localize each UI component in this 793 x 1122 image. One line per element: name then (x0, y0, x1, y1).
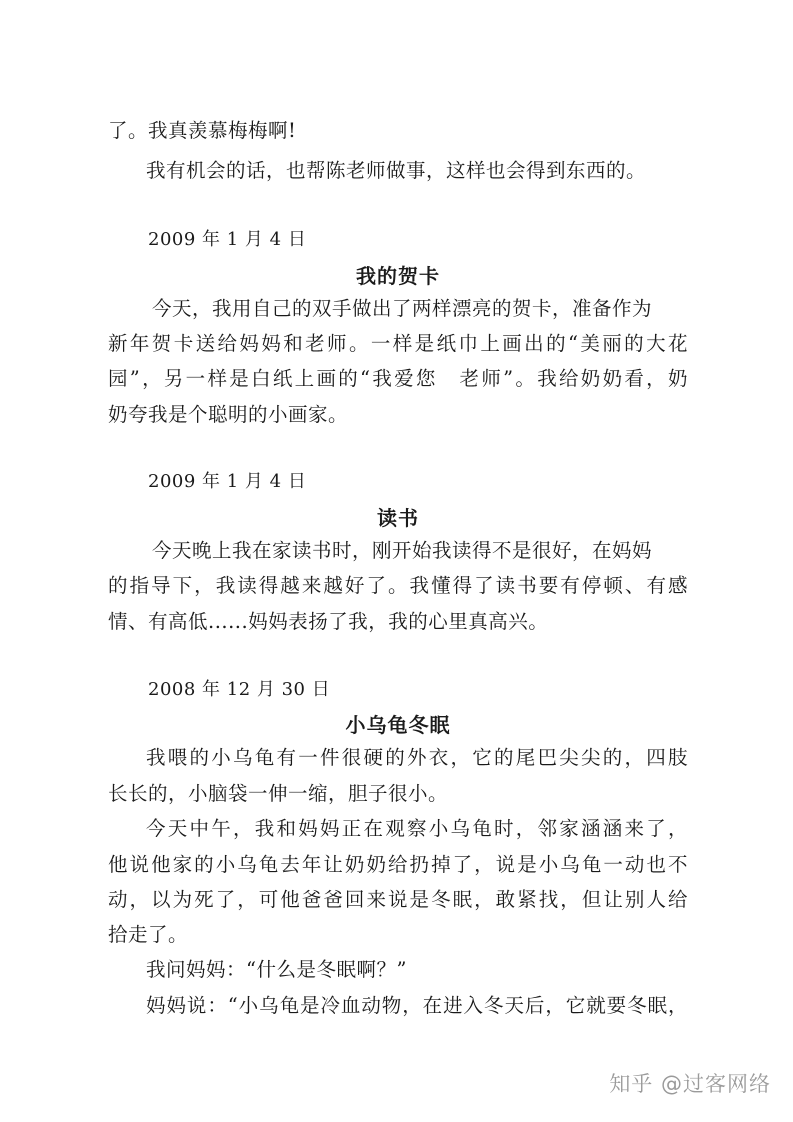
paragraph-line: 今天中午，我和妈妈正在观察小乌龟时，邻家涵涵来了， (146, 817, 688, 840)
paragraph-line: 了。我真羡慕梅梅啊! (108, 119, 297, 142)
paragraph-line: 今天晚上我在家读书时，刚开始我读得不是很好，在妈妈 (152, 539, 653, 562)
paragraph-line: 今天，我用自己的双手做出了两样漂亮的贺卡，准备作为 (152, 297, 653, 320)
paragraph-line: 动，以为死了，可他爸爸回来说是冬眠，敢紧找，但让别人给 (108, 888, 688, 911)
paragraph-line: 的指导下，我读得越来越好了。我懂得了读书要有停顿、有感 (108, 574, 688, 597)
paragraph-line: 我问妈妈：“什么是冬眠啊？” (146, 958, 407, 981)
paragraph-line: 新年贺卡送给妈妈和老师。一样是纸巾上画出的“美丽的大花 (108, 332, 688, 355)
paragraph-line: 我喂的小乌龟有一件很硬的外衣，它的尾巴尖尖的，四肢 (146, 746, 688, 769)
paragraph-line: 他说他家的小乌龟去年让奶奶给扔掉了，说是小乌龟一动也不 (108, 853, 688, 876)
entry-title: 读书 (377, 506, 419, 530)
entry-title: 小乌龟冬眠 (345, 713, 451, 737)
entry-title: 我的贺卡 (356, 264, 440, 288)
paragraph-line: 拾走了。 (108, 923, 189, 946)
paragraph-line: 奶夸我是个聪明的小画家。 (108, 403, 349, 426)
paragraph-line: 我有机会的话，也帮陈老师做事，这样也会得到东西的。 (146, 159, 647, 182)
entry-date: 2008 年 12 月 30 日 (148, 679, 331, 700)
watermark: 知乎 @过客网络 (609, 1072, 771, 1096)
entry-date: 2009 年 1 月 4 日 (148, 471, 307, 492)
entry-date: 2009 年 1 月 4 日 (148, 229, 307, 250)
paragraph-line: 长长的，小脑袋一伸一缩，胆子很小。 (108, 782, 449, 805)
paragraph-line: 园”，另一样是白纸上画的“我爱您 老师”。我给奶奶看，奶 (108, 367, 688, 390)
paragraph-line: 情、有高低......妈妈表扬了我，我的心里真高兴。 (108, 610, 549, 633)
paragraph-line: 妈妈说：“小乌龟是冷血动物，在进入冬天后，它就要冬眠， (146, 994, 688, 1017)
